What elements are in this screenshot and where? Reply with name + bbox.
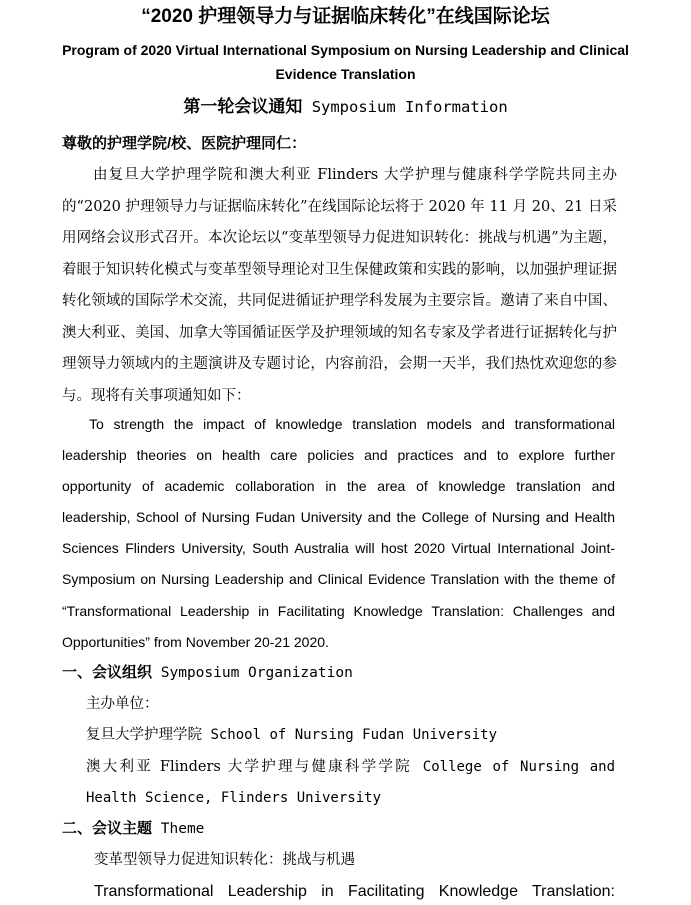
- intro-paragraph-english: To strength the impact of knowledge translation models and transformational leadership theories on health care policies and practices and to explore further opportunity of academic collaboration in the area of knowledge translation and leadership, School of Nursing Fudan University and the College of Nursing and Health Sciences Flinders University, South Australia will host 2020 Virtual International Joint-Symposium on Nursing Leadership and Clinical Evidence Translation with the theme of “Transformational Leadership in Facilitating Knowledge Translation: Challenges and Opportunities” from November 20-21 2020.: [62, 416, 615, 650]
- section-heading-organization: [62, 660, 353, 686]
- greeting: 尊敬的护理学院/校、医院护理同仁：: [62, 135, 307, 152]
- organizer-flinders-english-line2: Health Science, Flinders University: [86, 790, 382, 806]
- theme-chinese: 变革型领导力促进知识转化：挑战与机遇: [94, 852, 355, 868]
- organizer-fudan: [86, 722, 497, 748]
- notice-heading: [0, 94, 691, 120]
- section-heading-theme: [62, 816, 204, 842]
- section-heading-theme-english: Theme: [160, 821, 205, 837]
- notice-heading-chinese: 第一轮会议通知: [183, 97, 303, 116]
- section-heading-theme-chinese: 二、会议主题: [62, 820, 153, 837]
- organizer-flinders-chinese: 澳大利亚 Flinders 大学护理与健康科学学院: [86, 759, 413, 775]
- organizer-fudan-chinese: 复旦大学护理学院: [86, 727, 202, 743]
- theme-english: Transformational Leadership in Facilitating Knowledge Translation:: [94, 883, 615, 900]
- section-heading-organization-english: Symposium Organization: [160, 665, 353, 681]
- intro-paragraph-chinese: 由复旦大学护理学院和澳大利亚 Flinders 大学护理与健康科学学院共同主办的“2020 护理领导力与证据临床转化”在线国际论坛将于 2020 年 11 月 20、21 日采用网络会议形式召开。本次论坛以“变革型领导力促进知识转化：挑战与机遇”为主题，着眼于知识转化模式与变革型领导理论对卫生保健政策和实践的影响，以加强护理证据转化领域的国际学术交流，共同促进循证护理学科发展为主要宗旨。邀请了来自中国、澳大利亚、美国、加拿大等国循证医学及护理领域的知名专家及学者进行证据转化与护理领导力领域内的主题演讲及专题讨论，内容前沿，会期一天半，我们热忱欢迎您的参与。现将有关事项通知如下：: [62, 167, 617, 404]
- host-label: 主办单位：: [86, 696, 159, 712]
- organizer-flinders-english-line1: College of Nursing and: [422, 759, 615, 775]
- section-heading-organization-chinese: 一、会议组织: [62, 664, 153, 681]
- document-title-chinese: “2020 护理领导力与证据临床转化”在线国际论坛: [141, 6, 550, 27]
- organizer-flinders: [86, 754, 615, 780]
- organizer-fudan-english: School of Nursing Fudan University: [210, 727, 498, 743]
- notice-heading-english: Symposium Information: [311, 98, 508, 116]
- document-title-english: Program of 2020 Virtual International Symposium on Nursing Leadership and Clinical Evidence Translation: [62, 42, 629, 82]
